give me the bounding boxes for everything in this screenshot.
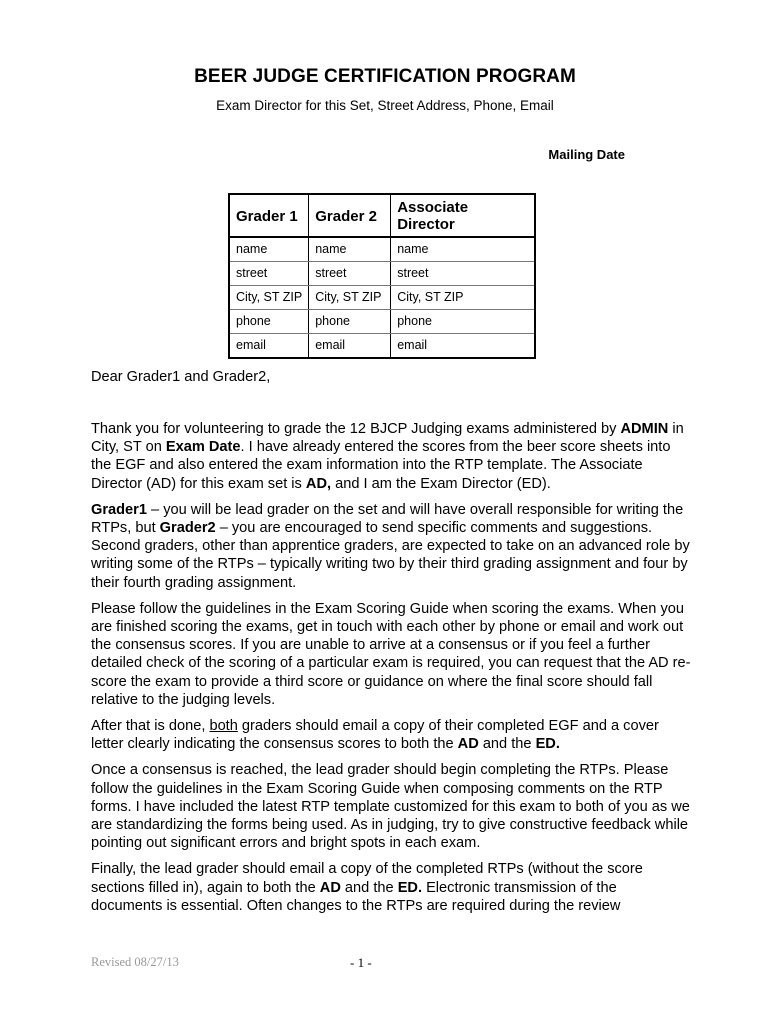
column-header-associate-director: Associate Director: [391, 194, 536, 237]
ad-label: AD: [457, 736, 479, 753]
exam-date: Exam Date: [165, 439, 241, 456]
ad-label: AD: [319, 879, 341, 896]
table-cell: phone: [229, 310, 309, 334]
table-row: [229, 237, 535, 262]
text-run: Electronic transmission of the documents is essential. Often changes to the RTPs are required during the review: [91, 879, 621, 914]
letter-greeting: Dear Grader1 and Grader2,: [91, 369, 271, 385]
text-run: and I am the Exam Director (ED).: [331, 475, 551, 492]
text-run: and the: [340, 879, 398, 896]
text-run: – you will be lead grader on the set and will have overall responsible for writing the RTPs, but: [91, 501, 684, 537]
ed-label: ED.: [535, 736, 560, 753]
table-cell: email: [309, 334, 391, 359]
table-header-row: [229, 194, 535, 237]
text-run: After that is done,: [91, 718, 210, 735]
text-run: Thank you for volunteering to grade the 12 BJCP Judging exams administered by: [91, 421, 621, 437]
admin-name: ADMIN: [620, 421, 669, 437]
table-cell: street: [229, 262, 309, 286]
text-run: – you are encouraged to send specific comments and suggestions. Second graders, other than apprentice graders, are expected to take on an advanced role by writing some of the RTPs – typically writing two by their third grading assignment and four by their fourth grading assignment.: [91, 520, 690, 591]
grader1-name: Grader1: [91, 501, 147, 518]
text-run: in City, ST on: [91, 421, 684, 456]
table-cell: phone: [309, 310, 391, 334]
revision-note: Revised 08/27/13: [91, 955, 179, 969]
text-run: graders should email a copy of their completed EGF and a cover letter clearly indicating the consensus scores to both the: [91, 718, 659, 753]
paragraph-rtps: Once a consensus is reached, the lead grader should begin completing the RTPs. Please follow the guidelines in the Exam Scoring Guide when composing comments on the RTP forms. I have included the latest RTP template customized for this exam to both of you as we are standardizing the forms being used. As in judging, try to give constructive feedback while pointing out significant errors and bright spots in each exam.: [91, 762, 690, 852]
table-cell: City, ST ZIP: [391, 286, 536, 310]
table-cell: phone: [391, 310, 536, 334]
paragraph-graders: [91, 501, 691, 592]
paragraph-finally: [91, 860, 691, 915]
column-header-grader-1: Grader 1: [229, 194, 309, 237]
text-run: . I have already entered the scores from the beer score sheets into the EGF and also entered the exam information into the RTP template. The Associate Director (AD) for this exam set is: [91, 439, 671, 492]
table-cell: City, ST ZIP: [309, 286, 391, 310]
paragraph-intro: [91, 420, 691, 493]
table-cell: email: [397, 338, 428, 352]
table-row: [229, 262, 535, 286]
ed-label: ED.: [397, 879, 423, 896]
letter-body: [91, 420, 691, 923]
table-cell: email: [229, 334, 309, 359]
table-cell: City, ST ZIP: [229, 286, 309, 310]
emphasis-both: both: [209, 718, 238, 735]
ad-name: AD,: [305, 475, 332, 492]
text-run: Finally, the lead grader should email a copy of the completed RTPs (without the score sections filled in), again to both the: [91, 861, 643, 896]
page-number: - 1 -: [350, 955, 372, 970]
table-row: [229, 286, 535, 310]
table-cell: name: [229, 237, 309, 262]
table-cell: name: [309, 237, 391, 262]
table-row: [229, 310, 535, 334]
table-row: [229, 334, 535, 359]
text-run: and the: [478, 736, 536, 753]
table-cell: street: [391, 262, 536, 286]
paragraph-scoring: Please follow the guidelines in the Exam Scoring Guide when scoring the exams. When you are finished scoring the exams, get in touch with each other by phone or email and work out the consensus scores. If you are unable to arrive at a consensus or if you feel a further detailed check of the scoring of a particular exam is required, you can request that the AD re-score the exam to provide a third score or guidance on where the final score should fall relative to the judging levels.: [91, 600, 691, 708]
paragraph-egf: [91, 717, 691, 753]
document-title: BEER JUDGE CERTIFICATION PROGRAM: [194, 66, 576, 87]
table-cell: street: [309, 262, 391, 286]
table-cell: name: [391, 237, 536, 262]
document-subtitle: Exam Director for this Set, Street Address, Phone, Email: [216, 98, 554, 113]
column-header-grader-2: Grader 2: [309, 194, 391, 237]
grader2-name: Grader2: [159, 520, 216, 537]
mailing-date: Mailing Date: [548, 147, 625, 162]
contacts-table: [228, 193, 536, 359]
